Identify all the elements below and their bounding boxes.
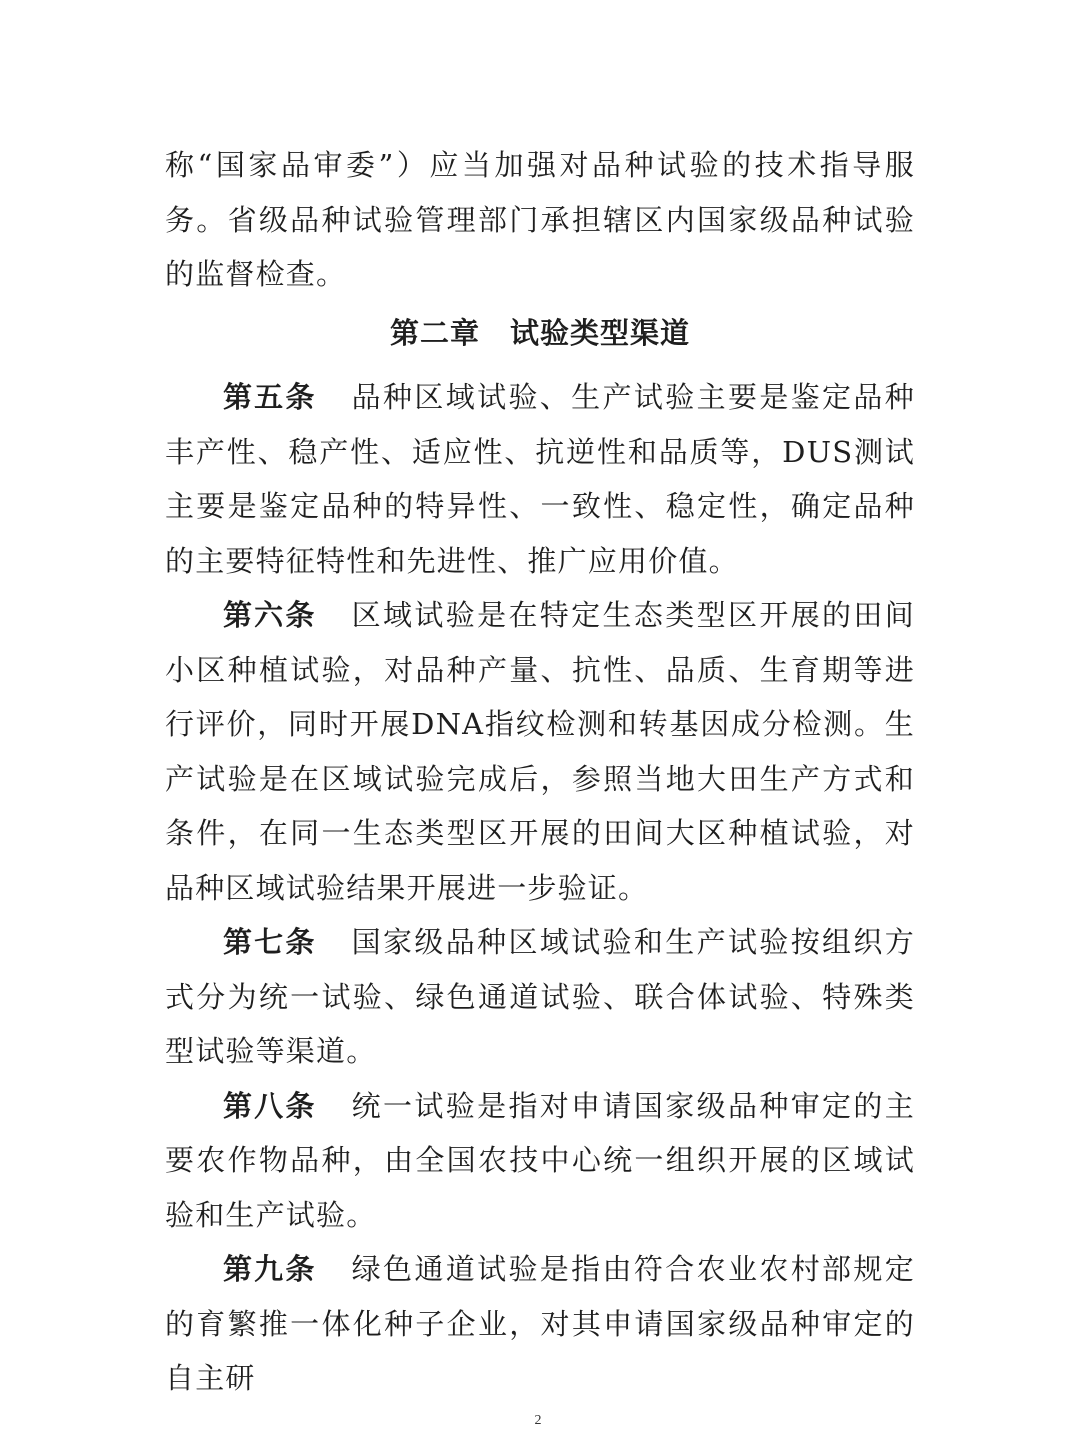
article-8 xyxy=(165,1079,915,1243)
article-7 xyxy=(165,915,915,1079)
chapter-heading xyxy=(165,306,915,361)
article-9 xyxy=(165,1242,915,1406)
page-content xyxy=(165,138,915,1406)
article-title: 第五条 xyxy=(223,380,317,414)
article-title: 第七条 xyxy=(223,925,317,959)
article-5 xyxy=(165,370,915,588)
article-text: 品种区域试验、生产试验主要是鉴定品种丰产性、稳产性、适应性、抗逆性和品质等，DUS测试主要是鉴定品种的特异性、一致性、稳定性，确定品种的主要特征特性和先进性、推广应用价值。 xyxy=(165,380,915,578)
article-text: 绿色通道试验是指由符合农业农村部规定的育繁推一体化种子企业，对其申请国家级品种审定的自主研 xyxy=(165,1252,915,1395)
article-text: 国家级品种区域试验和生产试验按组织方式分为统一试验、绿色通道试验、联合体试验、特殊类型试验等渠道。 xyxy=(165,925,915,1068)
article-text: 统一试验是指对申请国家级品种审定的主要农作物品种，由全国农技中心统一组织开展的区域试验和生产试验。 xyxy=(165,1088,915,1232)
page-number: 2 xyxy=(534,1413,542,1428)
intro-paragraph: 称“国家品审委”）应当加强对品种试验的技术指导服务。省级品种试验管理部门承担辖区内国家级品种试验的监督检查。 xyxy=(165,148,915,291)
article-title: 第八条 xyxy=(223,1088,317,1123)
article-title: 第六条 xyxy=(223,598,317,632)
article-title: 第九条 xyxy=(223,1252,317,1286)
article-text: 区域试验是在特定生态类型区开展的田间小区种植试验，对品种产量、抗性、品质、生育期等进行评价，同时开展DNA指纹检测和转基因成分检测。生产试验是在区域试验完成后，参照当地大田生产方式和条件，在同一生态类型区开展的田间大区种植试验，对品种区域试验结果开展进一步验证。 xyxy=(165,598,915,905)
article-6 xyxy=(165,588,915,915)
chapter-title: 试验类型渠道 xyxy=(510,315,691,350)
chapter-number: 第二章 xyxy=(389,315,480,350)
